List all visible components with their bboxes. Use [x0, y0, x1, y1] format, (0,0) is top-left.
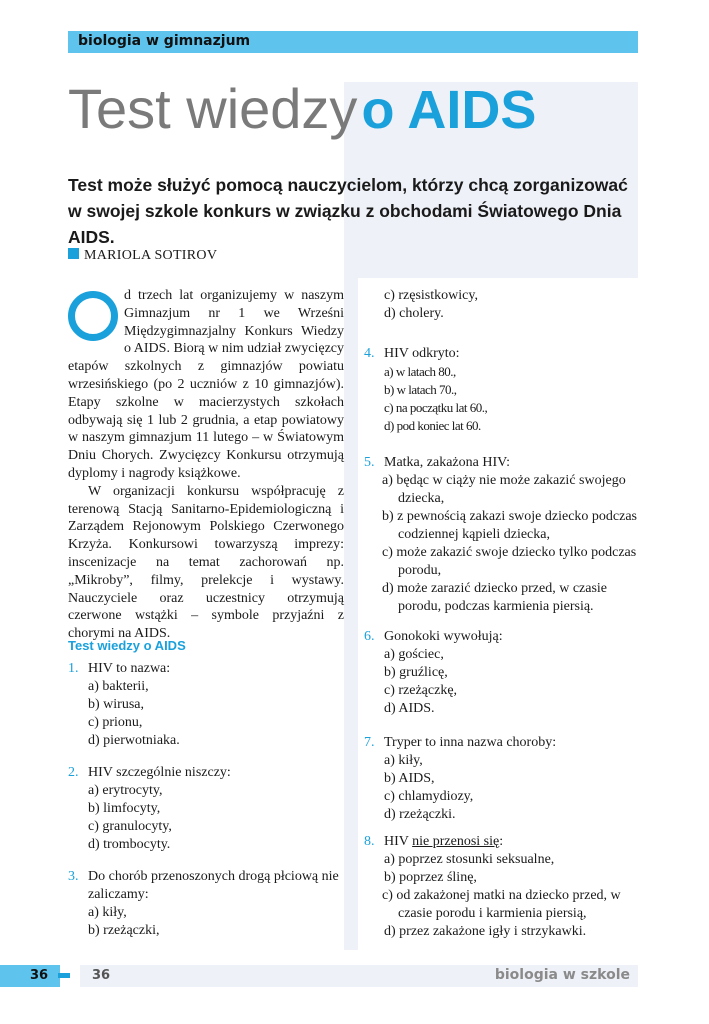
question-option: c) może zakazić swoje dziecko tylko podczas porodu,	[382, 545, 637, 578]
article-title	[68, 76, 536, 141]
question-option: c) od zakażonej matki na dziecko przed, w czasie porodu i karmienia piersią,	[382, 888, 621, 921]
question-6	[364, 628, 638, 718]
question-option: a) kiły,	[88, 905, 127, 920]
question-option: a) bakterii,	[88, 679, 149, 694]
question-option: c) na początku lat 60.,	[384, 400, 488, 415]
question-option: d) cholery.	[384, 306, 444, 321]
question-2	[68, 764, 344, 854]
question-option: b) gruźlicę,	[384, 665, 448, 680]
author-square-icon	[68, 248, 79, 259]
footer-connector	[58, 973, 70, 978]
question-option: b) limfocyty,	[88, 801, 161, 816]
author-line	[68, 248, 217, 264]
body-paragraph-1: d trzech lat organizujemy w naszym Gimnazjum nr 1 we Wrześni Międzygimnazjalny Konkurs Wiedzy o AIDS. Biorą w nim udział zwycięzcy etapów szkolnych z gimnazjów powiatu wrzesińskiego (po 2 uczniów z 10 gimnazjów). Etapy szkolne w macierzystych szkołach odbywają się 1 lub 2 grudnia, a etap powiatowy w naszym gimnazjum 11 lutego – w Światowym Dniu Chorych. Zwycięzcy Konkursu otrzymują dyplomy i nagrody książkowe.	[68, 288, 344, 481]
question-option: a) kiły,	[384, 753, 423, 768]
question-option: c) chlamydiozy,	[384, 789, 474, 804]
question-7	[364, 734, 638, 824]
question-option: b) rzeżączki,	[88, 923, 160, 938]
question-number: 3.	[68, 869, 79, 884]
dropcap-o-icon	[68, 291, 118, 341]
question-1	[68, 660, 344, 750]
question-text: Tryper to inna nazwa choroby:	[384, 735, 557, 750]
footer-bar	[80, 965, 638, 987]
question-text-end: :	[499, 834, 504, 849]
question-3	[68, 868, 344, 940]
question-option: c) rzęsistkowicy,	[384, 288, 478, 303]
question-number: 7.	[364, 735, 375, 750]
question-3-continued	[364, 287, 638, 323]
question-option: c) granulocyty,	[88, 819, 172, 834]
question-option: b) wirusa,	[88, 697, 144, 712]
question-4	[364, 345, 638, 435]
footer-page-tab	[0, 965, 60, 987]
title-part-1: Test wiedzy	[68, 77, 358, 140]
question-option: a) gościec,	[384, 647, 444, 662]
lead-paragraph: Test może służyć pomocą nauczycielom, którzy chcą zorganizować w swojej szkole konkurs w związku z obchodami Światowego Dnia AIDS.	[68, 175, 628, 247]
footer-page-number-right: 36	[92, 968, 111, 983]
question-option: b) AIDS,	[384, 771, 435, 786]
question-text: HIV odkryto:	[384, 346, 460, 361]
question-option: d) może zarazić dziecko przed, w czasie porodu, podczas karmienia piersią.	[382, 581, 608, 614]
question-option: d) pierwotniaka.	[88, 733, 180, 748]
question-option: a) będąc w ciąży nie może zakazić swojego dziecka,	[382, 473, 626, 506]
question-number: 4.	[364, 346, 375, 361]
question-option: b) w latach 70.,	[384, 382, 457, 397]
footer-page-number-left: 36	[30, 968, 49, 983]
quiz-title: Test wiedzy o AIDS	[68, 638, 186, 653]
question-text: Do chorób przenoszonych drogą płciową nie zaliczamy:	[88, 869, 339, 902]
question-option: a) w latach 80.,	[384, 364, 456, 379]
question-number: 2.	[68, 765, 79, 780]
question-option: d) trombocyty.	[88, 837, 171, 852]
question-text: HIV to nazwa:	[88, 661, 171, 676]
question-text: Matka, zakażona HIV:	[384, 455, 511, 470]
question-option: d) AIDS.	[384, 701, 435, 716]
question-option: d) przez zakażone igły i strzykawki.	[384, 924, 587, 939]
question-number: 8.	[364, 834, 375, 849]
question-option: d) pod koniec lat 60.	[384, 418, 481, 433]
question-option: a) erytrocyty,	[88, 783, 163, 798]
footer-magazine-name: biologia w szkole	[494, 967, 630, 983]
section-header-bar	[68, 31, 638, 53]
section-label: biologia w gimnazjum	[78, 33, 251, 49]
question-number: 6.	[364, 629, 375, 644]
question-number: 1.	[68, 661, 79, 676]
question-5	[364, 454, 638, 616]
question-text: HIV	[384, 834, 413, 849]
question-option: b) z pewnością zakazi swoje dziecko podczas codziennej kąpieli dziecka,	[382, 509, 637, 542]
body-paragraph-2: W organizacji konkursu współpracuję z terenową Stacją Sanitarno-Epidemiologiczną i Zarządem Rejonowym Polskiego Czerwonego Krzyża. Konkursowi towarzyszą imprezy: inscenizacje na temat zachorowań np. „Mikroby”, filmy, prelekcje i wystawy. Nauczyciele oraz uczestnicy otrzymują czerwone wstążki – symbole przyjaźni z chorymi na AIDS.	[68, 483, 344, 642]
question-option: c) rzeżączkę,	[384, 683, 458, 698]
question-number: 5.	[364, 455, 375, 470]
question-option: b) poprzez ślinę,	[384, 870, 477, 885]
question-option: c) prionu,	[88, 715, 143, 730]
question-option: a) poprzez stosunki seksualne,	[384, 852, 555, 867]
question-text: HIV szczególnie niszczy:	[88, 765, 231, 780]
question-text-underlined: nie przenosi się	[412, 834, 500, 849]
author-name: MARIOLA SOTIROV	[84, 248, 218, 263]
question-text: Gonokoki wywołują:	[384, 629, 503, 644]
question-8	[364, 833, 638, 941]
article-body	[68, 287, 344, 643]
title-part-2: o AIDS	[361, 80, 537, 140]
question-option: d) rzeżączki.	[384, 807, 456, 822]
